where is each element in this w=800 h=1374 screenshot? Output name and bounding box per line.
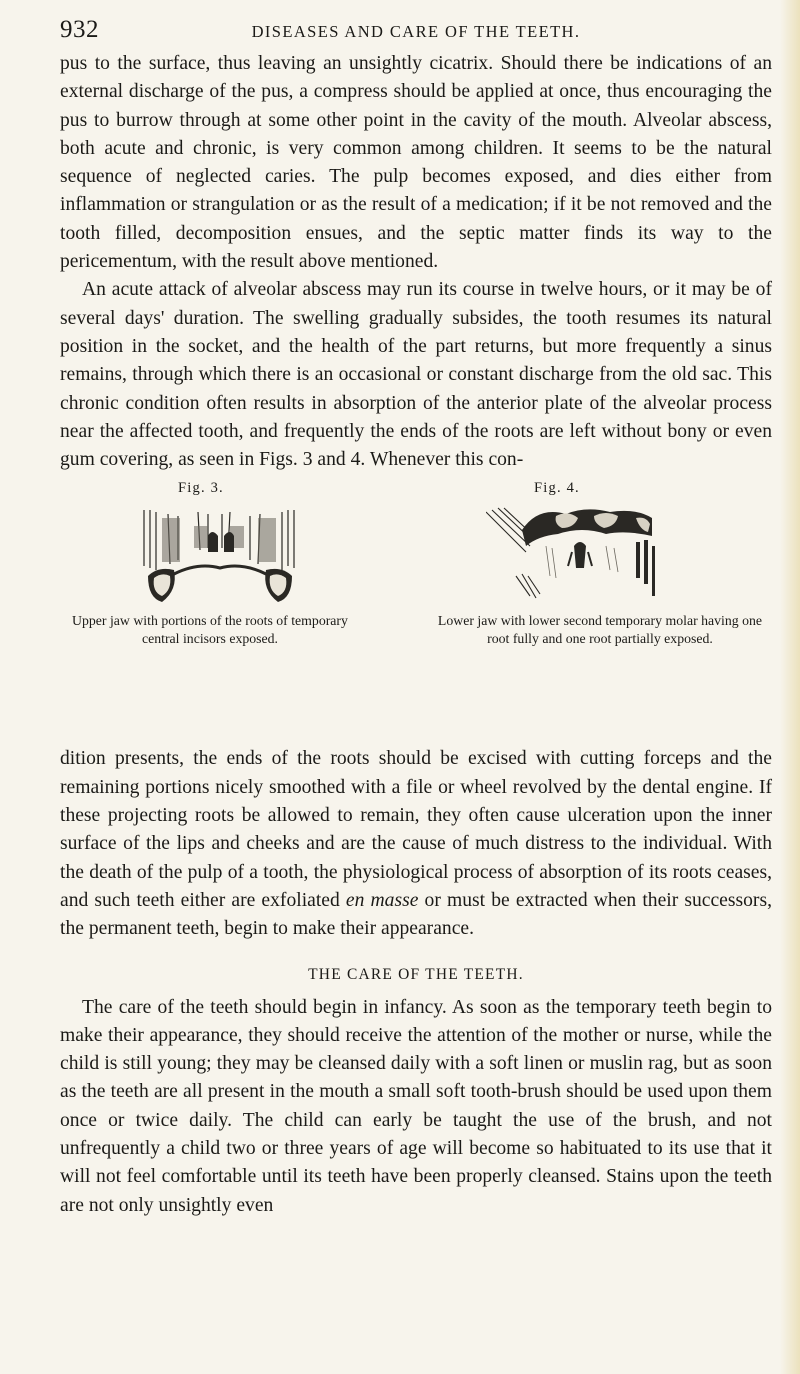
page-number: 932 (60, 16, 99, 43)
figure-3-label: Fig. 3. (178, 480, 224, 497)
figure-3-caption: Upper jaw with portions of the roots of temporary central incisors exposed. (72, 613, 348, 646)
paragraph-abscess: pus to the surface, thus leaving an unsightly cicatrix. Should there be indications of an external discharge of the pus, a compress should be applied at once, thus encouraging the pus to burrow through at some other point in the cavity of the mouth. Alveolar abscess, both acute and chronic, is very common among children. It seems to be the natural sequence of neglected caries. The pulp becomes exposed, and dies either from inflammation or strangulation or as the result of a medication; if it be not removed and the tooth filled, decomposition ensues, and the septic matter finds its way to the pericementum, with the result above mentioned. (60, 53, 772, 273)
page-edge-shadow (780, 0, 800, 1374)
section-heading: THE CARE OF THE TEETH. (308, 965, 524, 983)
page-header (60, 0, 772, 50)
running-head: DISEASES AND CARE OF THE TEETH. (251, 22, 581, 41)
figure-4-caption: Lower jaw with lower second temporary molar having one root fully and one root partially exposed. (437, 613, 763, 646)
figure-4-label: Fig. 4. (534, 480, 580, 497)
figure-3 (60, 480, 360, 745)
figure-4 (430, 480, 772, 745)
paragraph-continued-text: dition presents, the ends of the roots should be excised with cutting forceps and the remaining portions nicely smoothed with a file or wheel revolved by the dental engine. If these projecting roots be allowed to remain, they often cause ulceration upon the inner surface of the lips and cheeks and are the cause of much distress to the individual. With the death of the pulp of a tooth, the physiological process of absorption of its roots ceases, and such teeth either are exfoliated (60, 748, 772, 911)
lower-jaw-illustration (486, 506, 662, 606)
upper-jaw-illustration (138, 506, 302, 606)
paragraph-continued (60, 745, 772, 943)
book-page (60, 0, 772, 1220)
paragraph-continued-end: or must be extracted when their successors, the permanent teeth, begin to make their appearance. (60, 889, 772, 940)
paragraph-acute-attack: An acute attack of alveolar abscess may run its course in twelve hours, or it may be of several days' duration. The swelling gradually subsides, the tooth resumes its natural position in the socket, and the health of the part returns, but more frequently a sinus remains, through which there is an occasional or constant discharge from the old sac. This chronic condition often results in absorption of the anterior plate of the alveolar process near the affected tooth, and frequently the ends of the roots are left without bony or even gum covering, as seen in Figs. 3 and 4. Whenever this con- (60, 279, 772, 471)
italic-en-masse: en masse (345, 889, 419, 911)
figures-row (60, 480, 772, 745)
paragraph-care-of-teeth: The care of the teeth should begin in infancy. As soon as the temporary teeth begin to make their appearance, they should receive the attention of the mother or nurse, while the child is still young; they may be cleansed daily with a soft linen or muslin rag, but as soon as the teeth are all present in the mouth a small soft tooth-brush should be used upon them once or twice daily. The child can early be taught the use of the brush, and not unfrequently a child two or three years of age will become so habituated to its use that it will not feel comfortable until its teeth have been properly cleansed. Stains upon the teeth are not only unsightly even (60, 996, 772, 1216)
